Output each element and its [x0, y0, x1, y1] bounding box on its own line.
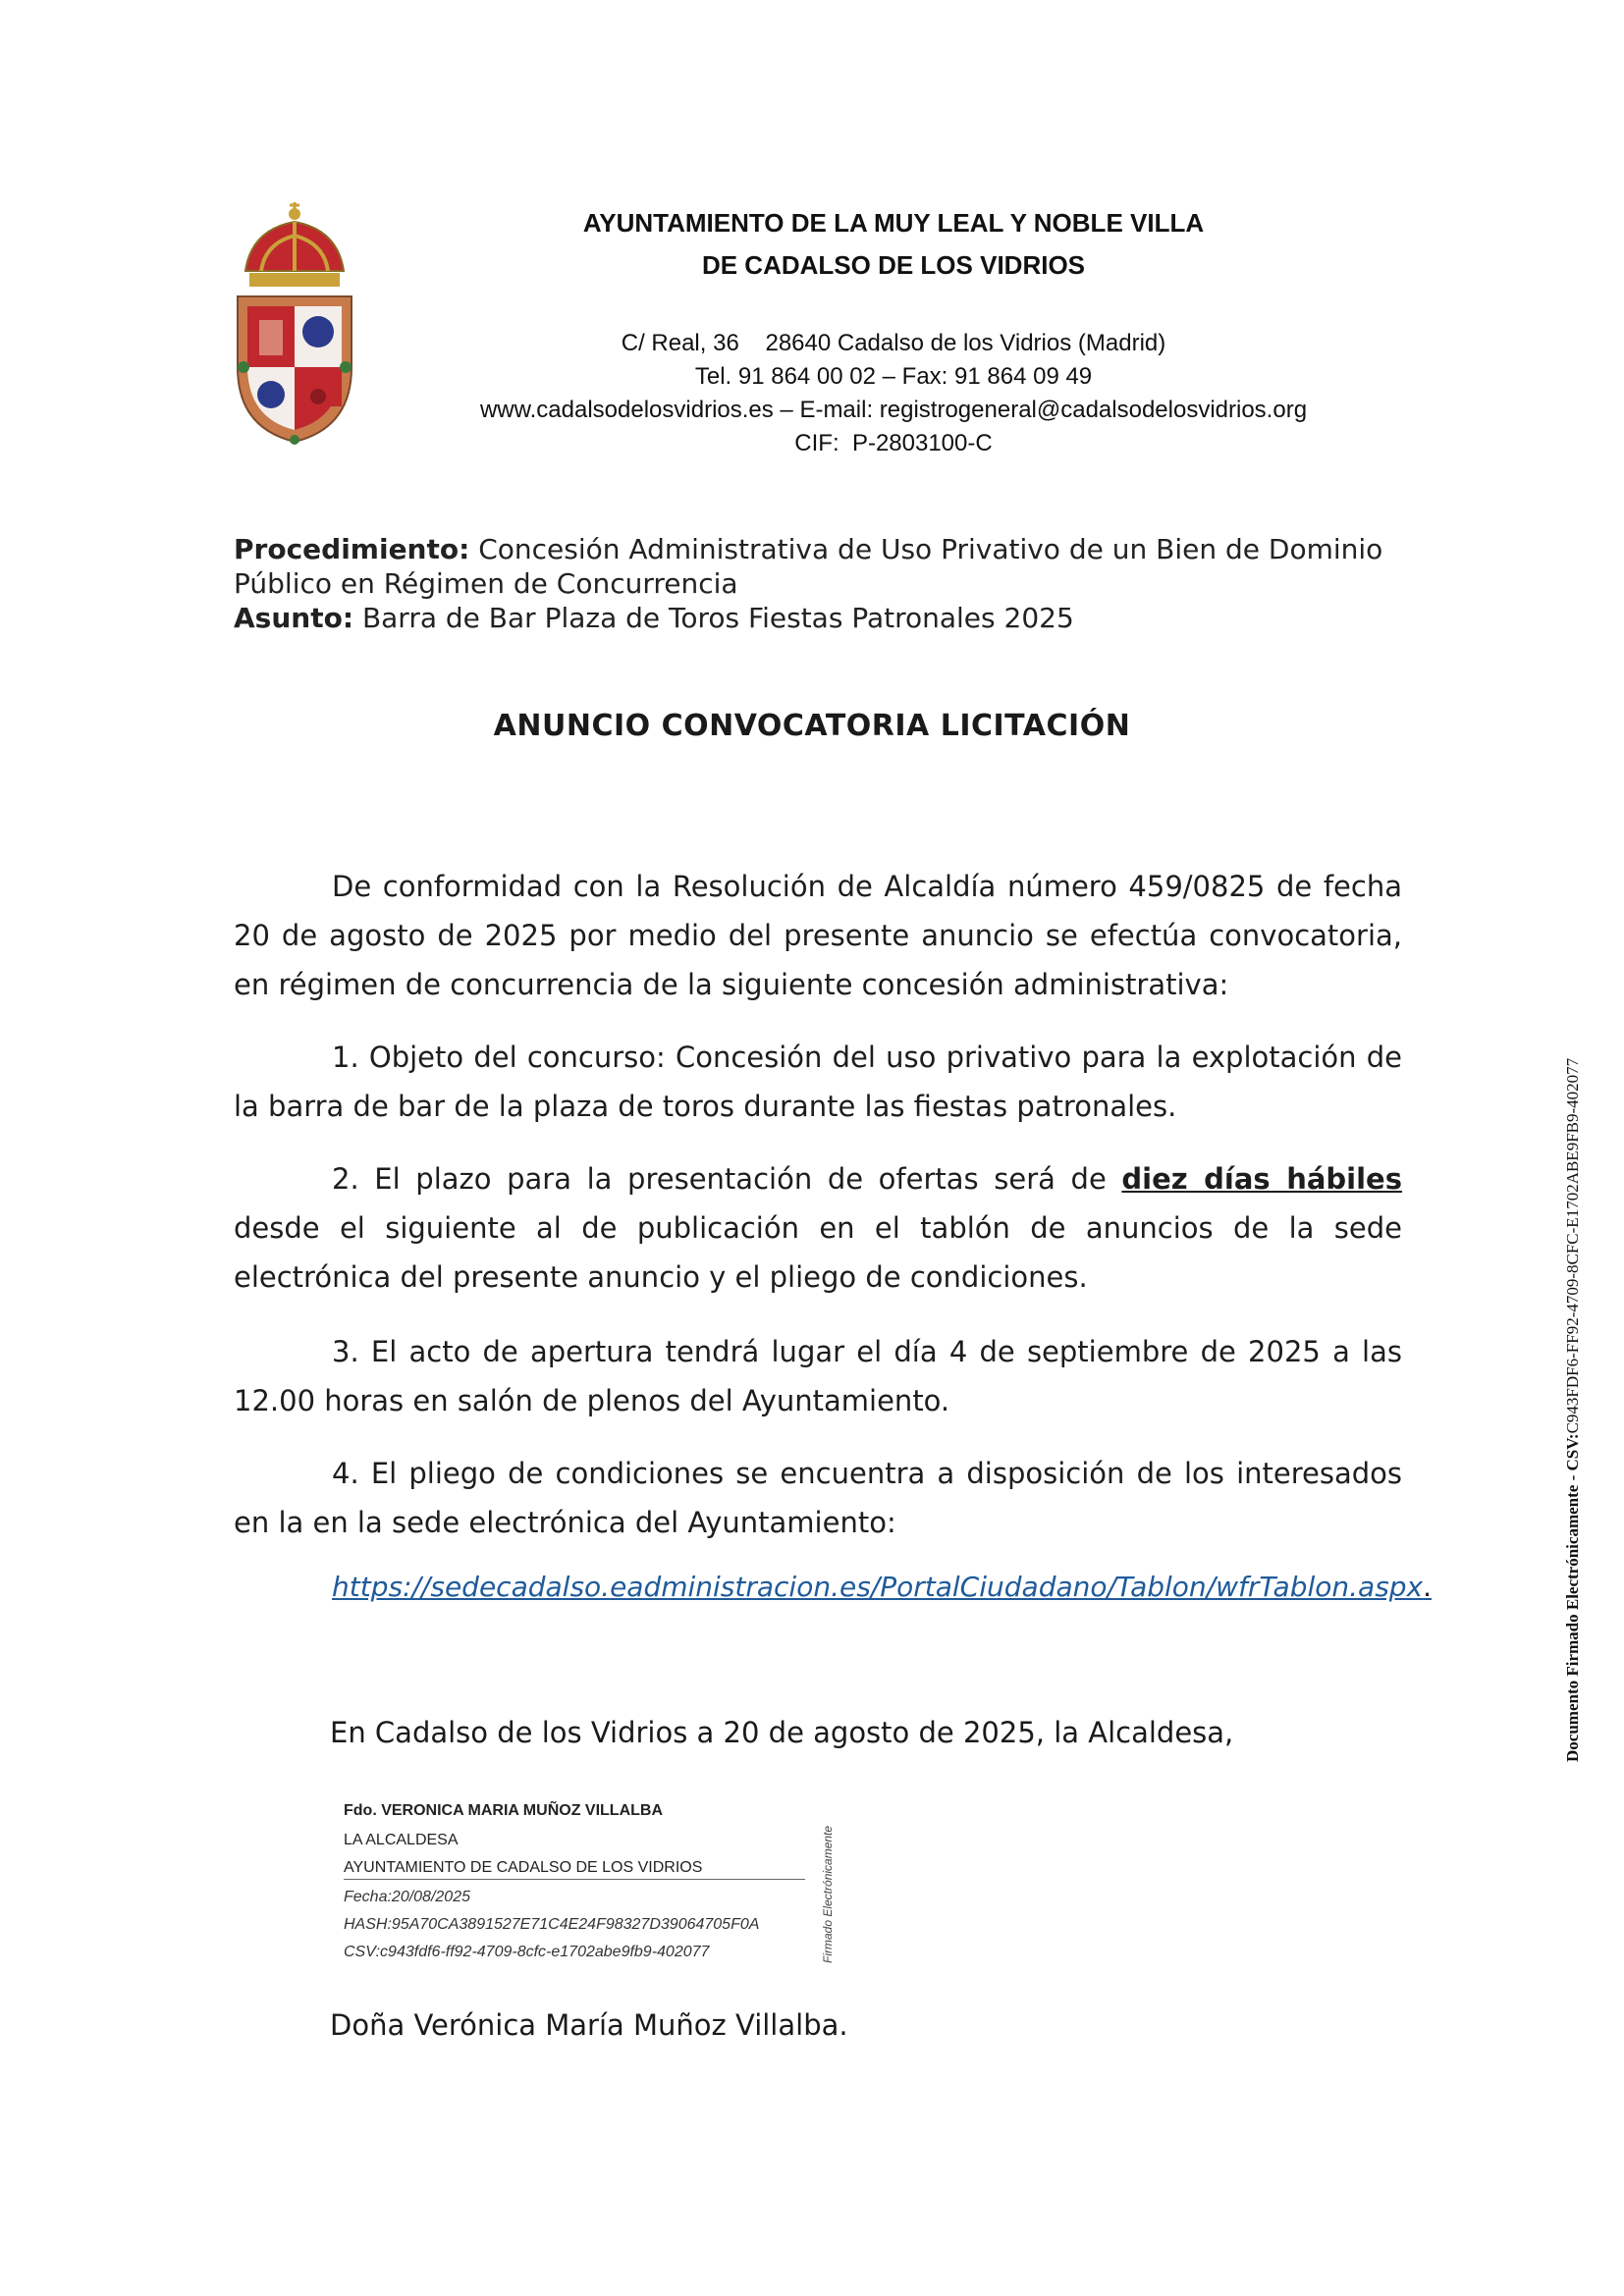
procedimiento-value: Concesión Administrativa de Uso Privativo de un Bien de Dominio — [478, 533, 1383, 565]
procedure-block — [234, 532, 1402, 635]
tablon-link-url[interactable]: https://sedecadalso.eadministracion.es/PortalCiudadano/Tablon/wfrTablon.aspx — [332, 1571, 1424, 1603]
signature-hash: HASH:95A70CA3891527E71C4E24F98327D39064705F0A — [344, 1916, 760, 1933]
margin-csv-code: C943FDF6-FF92-4709-8CFC-E1702ABE9FB9-402077 — [1563, 1057, 1582, 1434]
margin-csv-label: Documento Firmado Electrónicamente - CSV: — [1563, 1433, 1582, 1762]
link-period: . — [1423, 1571, 1433, 1603]
intro-paragraph: De conformidad con la Resolución de Alcaldía número 459/0825 de fecha 20 de agosto de 2025 por medio del presente anuncio se efectúa convocatoria, en régimen de concurrencia de la siguiente concesión administrativa: — [234, 870, 1402, 1001]
item-3: 3. El acto de apertura tendrá lugar el día 4 de septiembre de 2025 a las 12.00 horas en salón de plenos del Ayuntamiento. — [234, 1335, 1402, 1417]
signature-name: Fdo. VERONICA MARIA MUÑOZ VILLALBA — [344, 1802, 664, 1819]
signature-divider — [344, 1879, 805, 1880]
procedimiento-label: Procedimiento: — [234, 533, 470, 565]
asunto-row — [234, 601, 1402, 635]
header-title-line2: DE CADALSO DE LOS VIDRIOS — [701, 250, 1086, 280]
procedimiento-row — [234, 532, 1402, 566]
header-cif: CIF: P-2803100-C — [794, 430, 993, 456]
header-title-line1: AYUNTAMIENTO DE LA MUY LEAL Y NOBLE VILLA — [582, 208, 1205, 238]
item-2 — [234, 1154, 1402, 1302]
signature-vertical-label: Firmado Electrónicamente — [821, 1825, 835, 1963]
item-1: 1. Objeto del concurso: Concesión del uso privativo para la explotación de la barra de bar de la plaza de toros durante las fiestas patronales. — [234, 1041, 1402, 1123]
tablon-link[interactable] — [332, 1571, 1432, 1603]
signature-role: LA ALCALDESA — [344, 1832, 459, 1848]
item-2-emphasis: diez días hábiles — [1121, 1162, 1402, 1196]
page-title: ANUNCIO CONVOCATORIA LICITACIÓN — [493, 709, 1131, 743]
asunto-value: Barra de Bar Plaza de Toros Fiestas Patronales 2025 — [361, 602, 1074, 634]
signature-org: AYUNTAMIENTO DE CADALSO DE LOS VIDRIOS — [344, 1859, 703, 1876]
header-web-email: www.cadalsodelosvidrios.es – E-mail: registrogeneral@cadalsodelosvidrios.org — [479, 397, 1308, 423]
closing-line: En Cadalso de los Vidrios a 20 de agosto de 2025, la Alcaldesa, — [330, 1716, 1234, 1749]
signer-name: Doña Verónica María Muñoz Villalba. — [330, 2008, 848, 2042]
signature-csv: CSV:c943fdf6-ff92-4709-8cfc-e1702abe9fb9-402077 — [344, 1944, 710, 1960]
asunto-label: Asunto: — [234, 602, 354, 634]
header-phone-fax: Tel. 91 864 00 02 – Fax: 91 864 09 49 — [694, 363, 1093, 390]
item-2-end: desde el siguiente al de publicación en el tablón de anuncios de la sede electrónica del presente anuncio y el pliego de condiciones. — [234, 1211, 1402, 1294]
item-2-start: 2. El plazo para la presentación de ofertas será de — [332, 1162, 1122, 1196]
procedimiento-value-line2: Público en Régimen de Concurrencia — [234, 567, 738, 600]
header-address: C/ Real, 36 28640 Cadalso de los Vidrios (Madrid) — [621, 330, 1166, 356]
margin-csv — [1563, 1058, 1583, 1762]
item-4: 4. El pliego de condiciones se encuentra a disposición de los interesados en la en la sede electrónica del Ayuntamiento: — [234, 1457, 1402, 1539]
signature-date: Fecha:20/08/2025 — [344, 1889, 470, 1905]
